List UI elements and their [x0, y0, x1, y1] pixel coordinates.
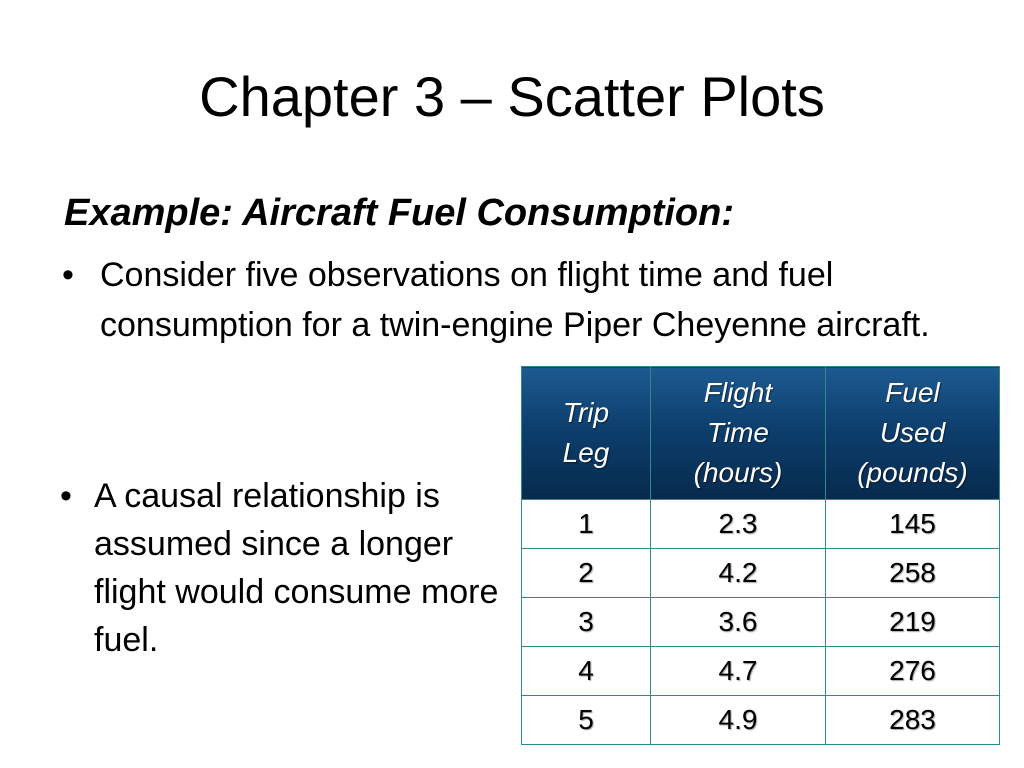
table-header-row — [522, 367, 1000, 500]
cell-trip-leg: 1 — [522, 500, 651, 549]
header-trip-leg — [522, 367, 651, 500]
header-line: Time — [707, 417, 769, 448]
bullet-icon: • — [62, 256, 74, 294]
cell-trip-leg: 4 — [522, 647, 651, 696]
bullet-text: A causal relationship is assumed since a longer flight would consume more fuel. — [94, 477, 499, 659]
bullet-item-causal — [60, 472, 500, 664]
table-row — [522, 647, 1000, 696]
table-row — [522, 696, 1000, 745]
cell-fuel-used: 145 — [826, 500, 1000, 549]
slide-subtitle: Example: Aircraft Fuel Consumption: — [64, 192, 734, 234]
cell-flight-time: 2.3 — [651, 500, 826, 549]
cell-trip-leg: 5 — [522, 696, 651, 745]
header-line: Leg — [562, 437, 610, 468]
header-fuel-used — [826, 367, 1000, 500]
bullet-icon: • — [60, 477, 72, 515]
cell-fuel-used: 219 — [826, 598, 1000, 647]
table-row — [522, 500, 1000, 549]
header-line: Fuel — [885, 377, 940, 408]
header-line: Flight — [703, 377, 773, 408]
cell-trip-leg: 3 — [522, 598, 651, 647]
cell-flight-time: 4.9 — [651, 696, 826, 745]
header-line: Used — [879, 417, 946, 448]
fuel-data-table — [521, 366, 1000, 745]
cell-flight-time: 4.2 — [651, 549, 826, 598]
bullet-item-observations — [62, 250, 982, 350]
cell-flight-time: 4.7 — [651, 647, 826, 696]
header-line: (pounds) — [857, 457, 968, 488]
header-flight-time — [651, 367, 826, 500]
table-row — [522, 549, 1000, 598]
bullet-text: Consider five observations on flight time and fuel consumption for a twin-engine Piper Cheyenne aircraft. — [100, 256, 930, 344]
cell-flight-time: 3.6 — [651, 598, 826, 647]
cell-fuel-used: 283 — [826, 696, 1000, 745]
header-line: Trip — [562, 397, 610, 428]
header-line: (hours) — [693, 457, 783, 488]
cell-fuel-used: 276 — [826, 647, 1000, 696]
table-row — [522, 598, 1000, 647]
slide-title: Chapter 3 – Scatter Plots — [199, 65, 825, 128]
cell-fuel-used: 258 — [826, 549, 1000, 598]
cell-trip-leg: 2 — [522, 549, 651, 598]
